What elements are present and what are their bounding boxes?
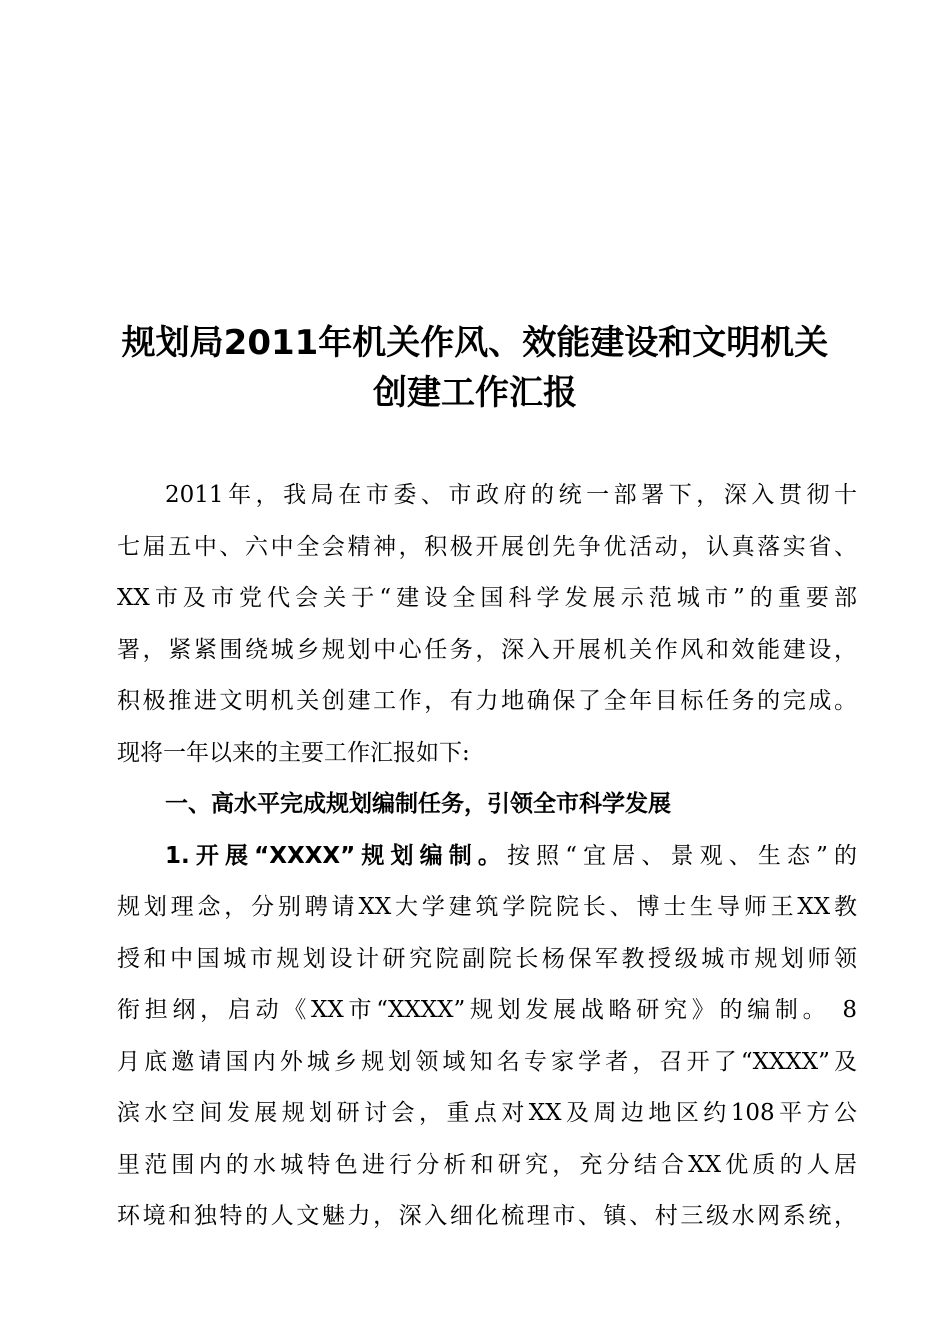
item1-line-1 (117, 831, 857, 883)
item1-line-4: 衔担纲，启动《XX市“XXXX”规划发展战略研究》的编制。 8 (117, 997, 857, 1023)
intro-line-6: 现将一年以来的主要工作汇报如下: (117, 739, 470, 766)
document-body (117, 470, 857, 1243)
section-heading-1: 一、高水平完成规划编制任务，引领全市科学发展 (165, 791, 671, 817)
title-line-1: 规划局2011年机关作风、效能建设和文明机关 (121, 323, 829, 363)
item1-bold-lead: 1.开展“XXXX”规划编制。 (165, 842, 508, 869)
item1-line-1-rest: 按照“宜居、景观、生态”的 (507, 842, 857, 869)
item1-line-7: 里范围内的水城特色进行分析和研究，充分结合XX优质的人居 (117, 1151, 857, 1178)
document-title (90, 318, 860, 418)
intro-line-4: 署，紧紧围绕城乡规划中心任务，深入开展机关作风和效能建设， (117, 636, 857, 663)
item1-line-2: 规划理念，分别聘请XX大学建筑学院院长、博士生导师王XX教 (117, 894, 857, 920)
item1-line-5: 月底邀请国内外城乡规划领域知名专家学者，召开了“XXXX”及 (117, 1048, 857, 1075)
item1-line-8: 环境和独特的人文魅力，深入细化梳理市、镇、村三级水网系统， (117, 1203, 857, 1229)
item1-line-3: 授和中国城市规划设计研究院副院长杨保军教授级城市规划师领 (117, 945, 857, 972)
title-line-2: 创建工作汇报 (373, 373, 577, 413)
item1-line-6: 滨水空间发展规划研讨会，重点对XX及周边地区约108平方公 (117, 1100, 857, 1126)
intro-line-2: 七届五中、六中全会精神，积极开展创先争优活动，认真落实省、 (117, 533, 857, 560)
intro-line-3: XX市及市党代会关于“建设全国科学发展示范城市”的重要部 (117, 585, 857, 611)
intro-line-5: 积极推进文明机关创建工作，有力地确保了全年目标任务的完成。 (117, 688, 857, 714)
intro-line-1: 2011年，我局在市委、市政府的统一部署下，深入贯彻十 (165, 482, 857, 508)
